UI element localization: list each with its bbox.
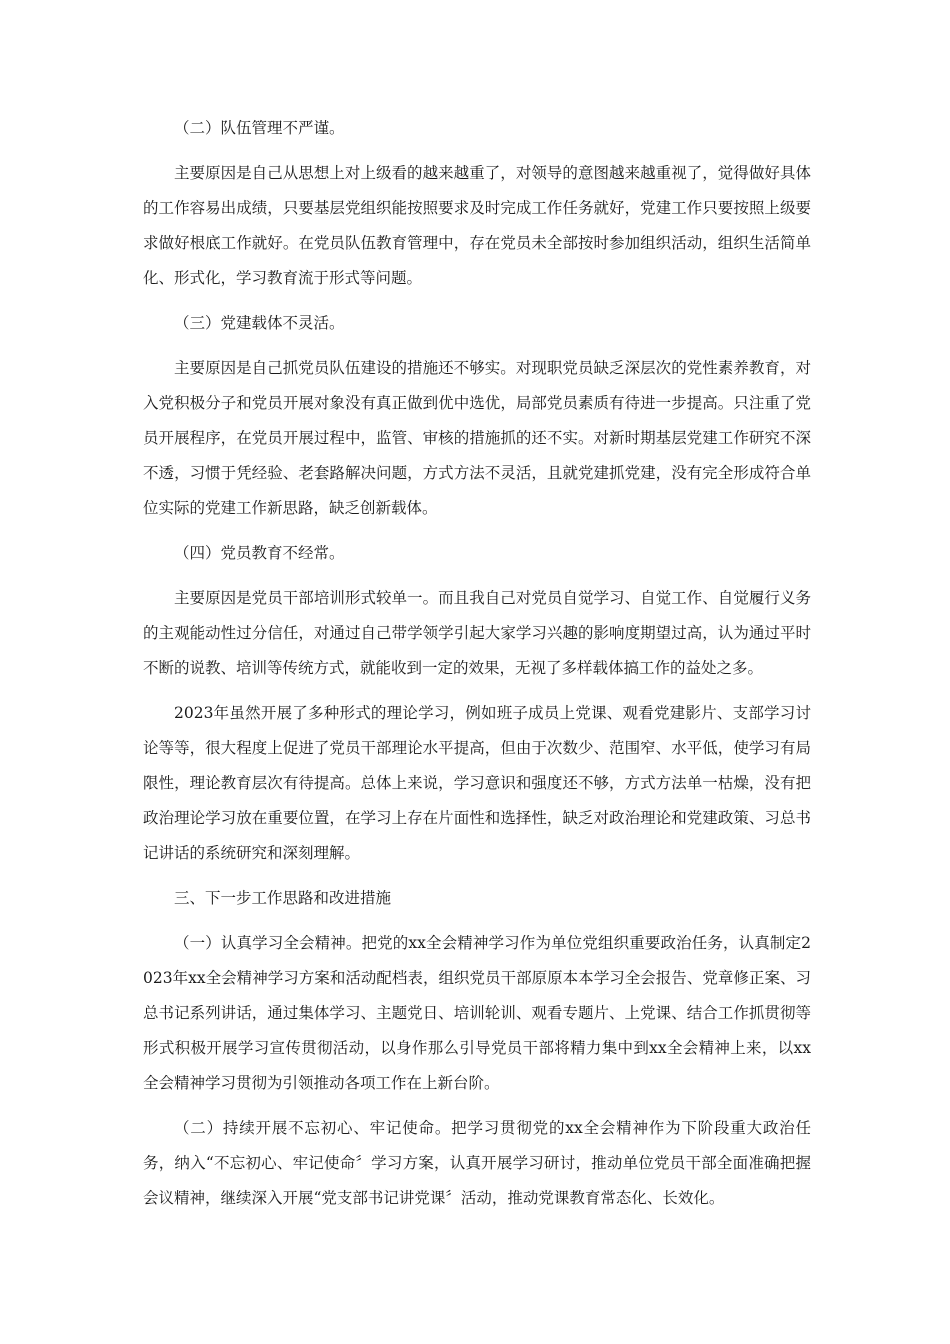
- section-heading-party-carrier: （三）党建载体不灵活。: [174, 314, 345, 332]
- section-heading-next-steps: 三、下一步工作思路和改进措施: [174, 889, 392, 907]
- paragraph-team-management-reason: 主要原因是自己从思想上对上级看的越来越重了，对领导的意图越来越重视了，觉得做好具体的工作容易出成绩，只要基层党组织能按照要求及时完成工作任务就好，党建工作只要按照上级要求做好根底工作就好。在党员队伍教育管理中，存在党员未全部按时参加组织活动，组织生活简单化、形式化，学习教育流于形式等问题。: [143, 164, 811, 287]
- paragraph-party-carrier-reason: 主要原因是自己抓党员队伍建设的措施还不够实。对现职党员缺乏深层次的党性素养教育，对入党积极分子和党员开展对象没有真正做到优中选优，局部党员素质有待进一步提高。只注重了党员开展程序，在党员开展过程中，监管、审核的措施抓的还不实。对新时期基层党建工作研究不深不透，习惯于凭经验、老套路解决问题，方式方法不灵活，且就党建抓党建，没有完全形成符合单位实际的党建工作新思路，缺乏创新载体。: [143, 359, 811, 517]
- section-heading-member-education: （四）党员教育不经常。: [174, 544, 345, 562]
- paragraph-member-education-reason: 主要原因是党员干部培训形式较单一。而且我自己对党员自觉学习、自觉工作、自觉履行义务的主观能动性过分信任，对通过自己带学领学引起大家学习兴趣的影响度期望过高，认为通过平时不断的说教、培训等传统方式，就能收到一定的效果，无视了多样载体搞工作的益处之多。: [143, 589, 811, 677]
- paragraph-original-aspiration: （二）持续开展不忘初心、牢记使命。把学习贯彻党的xx全会精神作为下阶段重大政治任务，纳入“不忘初心、牢记使命〞学习方案，认真开展学习研讨，推动单位党员干部全面准确把握会议精神，继续深入开展“党支部书记讲党课〞活动，推动党课教育常态化、长效化。: [143, 1119, 811, 1207]
- document-body: [143, 111, 811, 1216]
- paragraph-study-plenary-spirit: （一）认真学习全会精神。把党的xx全会精神学习作为单位党组织重要政治任务，认真制定2023年xx全会精神学习方案和活动配档表，组织党员干部原原本本学习全会报告、党章修正案、习总书记系列讲话，通过集体学习、主题党日、培训轮训、观看专题片、上党课、结合工作抓贯彻等形式积极开展学习宣传贯彻活动，以身作那么引导党员干部将精力集中到xx全会精神上来，以xx全会精神学习贯彻为引领推动各项工作在上新台阶。: [143, 934, 811, 1092]
- section-heading-team-management: （二）队伍管理不严谨。: [174, 119, 345, 137]
- paragraph-theory-study-2023: 2023年虽然开展了多种形式的理论学习，例如班子成员上党课、观看党建影片、支部学习讨论等等，很大程度上促进了党员干部理论水平提高，但由于次数少、范围窄、水平低，使学习有局限性，理论教育层次有待提高。总体上来说，学习意识和强度还不够，方式方法单一枯燥，没有把政治理论学习放在重要位置，在学习上存在片面性和选择性，缺乏对政治理论和党建政策、习总书记讲话的系统研究和深刻理解。: [143, 704, 811, 862]
